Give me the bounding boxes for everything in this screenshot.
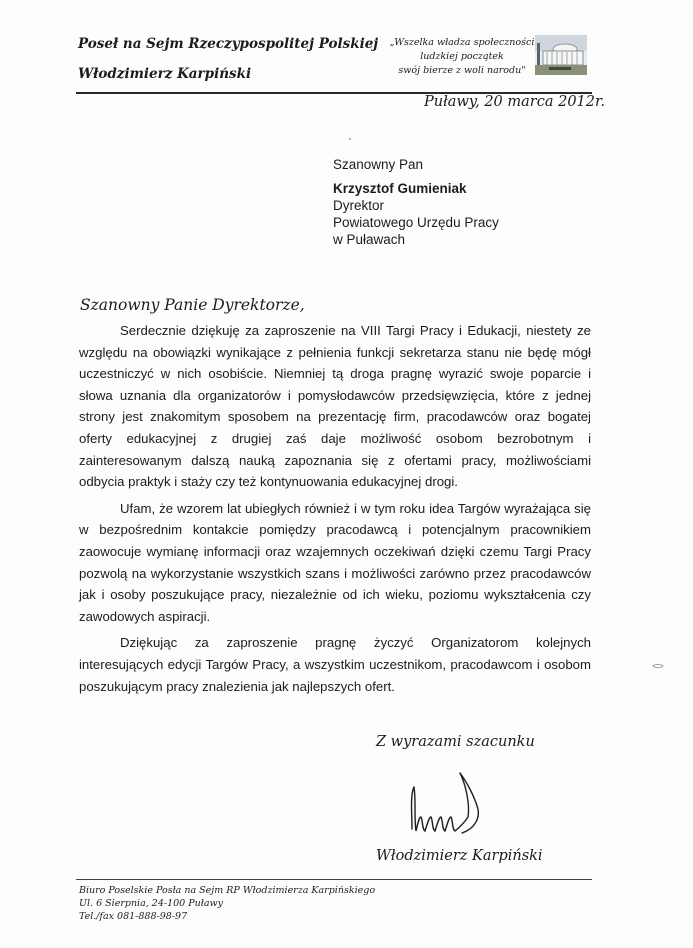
motto: [388, 36, 536, 78]
scan-mark: [349, 138, 351, 140]
recipient-block: [333, 156, 499, 248]
sejm-building-icon: [535, 35, 587, 75]
body-paragraph: Serdecznie dziękuję za zaproszenie na VIII Targi Pracy i Edukacji, niestety ze względu na obowiązki wynikające z pełnienia funkcji sekretarza stanu nie będę mógł uczestniczyć w nich osobiście. Niemniej tą droga pragnę wyrazić swoje poparcie i słowa uznania dla organizatorów i pomysłodawców przedsięwzięcia, które z jednej strony jest znakomitym sposobem na prezentację firm, pracodawców oraz bogatej oferty edukacyjnej z drugiej zaś daje możliwość osobom bezrobotnym i zainteresowanym dalszą nauką zapoznania się z ofertami pracy, możliwościami odbycia praktyk i staży czy też kontynuowania edukacyjnej drogi.: [79, 323, 591, 490]
letter-body: [79, 320, 591, 697]
salutation: Szanowny Panie Dyrektorze,: [80, 296, 305, 314]
punch-mark: [652, 663, 664, 669]
footer: [79, 884, 375, 923]
motto-line: ludzkiej początek: [420, 51, 504, 62]
signature-image: [404, 765, 494, 845]
recipient-city: w Puławach: [333, 232, 406, 247]
footer-phone: Tel./fax 081-888-98-97: [79, 911, 188, 922]
mp-name: Włodzimierz Karpiński: [78, 66, 252, 82]
footer-address: Ul. 6 Sierpnia, 24-100 Puławy: [79, 898, 224, 909]
recipient-greeting: Szanowny Pan: [333, 157, 424, 172]
motto-line: „Wszelka władza społeczności: [389, 37, 535, 48]
body-paragraph: Ufam, że wzorem lat ubiegłych również i w tym roku idea Targów wyrażająca się w bezpośrednim kontakcie pomiędzy pracodawcą i potencjalnym pracownikiem zaowocuje wymianę informacji oraz wzajemnych oczekiwań dzięki czemu Targi Pracy pozwolą na wykorzystanie wszystkich szans i możliwości zarówno przez pracodawców jak i osoby poszukujące pracy, niezależnie od ich wieku, poziomu wykształcenia czy zawodowych aspiracji.: [79, 500, 591, 624]
recipient-institution: Powiatowego Urzędu Pracy: [333, 215, 499, 230]
footer-office: Biuro Poselskie Posła na Sejm RP Włodzimierza Karpińskiego: [79, 885, 376, 896]
footer-divider: [76, 879, 592, 880]
recipient-name: Krzysztof Gumieniak: [333, 181, 467, 196]
closing: Z wyrazami szacunku: [376, 734, 535, 750]
body-paragraph: Dziękując za zaproszenie pragnę życzyć Organizatorom kolejnych interesujących edycji Targów Pracy, a wszystkim uczestnikom, pracodawcom i osobom poszukującym pracy znalezienia jak najlepszych ofert.: [79, 635, 591, 694]
place-date: Puławy, 20 marca 2012r.: [424, 94, 605, 110]
office-title: Poseł na Sejm Rzeczypospolitej Polskiej: [78, 36, 379, 52]
motto-line: swój bierze z woli narodu": [398, 65, 526, 76]
signer-name: Włodzimierz Karpiński: [376, 848, 543, 864]
recipient-position: Dyrektor: [333, 198, 385, 213]
